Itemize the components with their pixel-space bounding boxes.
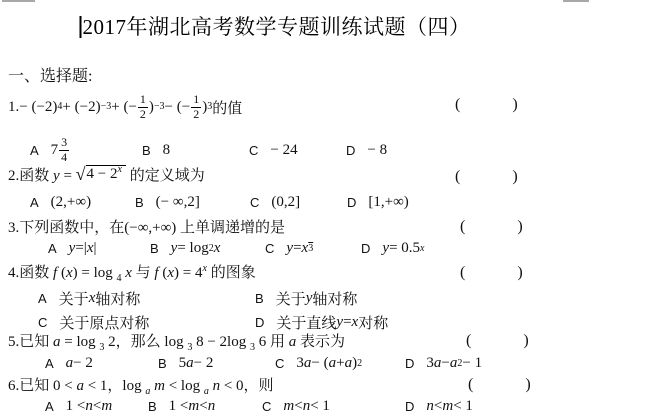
answer-brackets <box>460 264 523 282</box>
option-c <box>275 355 405 372</box>
option-label: C <box>262 399 272 414</box>
bracket-close: ) <box>525 376 531 393</box>
bracket-open: ( <box>468 376 474 393</box>
option-c <box>250 194 347 211</box>
bracket-close: ) <box>517 264 523 281</box>
question-q2 <box>0 164 650 216</box>
bracket-close: ) <box>512 96 518 113</box>
option-row <box>45 355 482 372</box>
option-d <box>361 240 424 257</box>
option-d <box>346 142 387 159</box>
bracket-close: ) <box>517 218 523 235</box>
option-label: D <box>346 142 356 158</box>
option-label: A <box>38 291 47 306</box>
option-c <box>249 142 346 159</box>
bracket-open: ( <box>460 218 466 235</box>
option-a <box>30 194 135 211</box>
option-row <box>30 194 409 211</box>
option-content: 3 a − a 2 − 1 <box>426 355 483 371</box>
option-b <box>158 355 275 372</box>
option-row <box>38 288 388 333</box>
bracket-open: ( <box>466 332 472 349</box>
option-row <box>48 240 424 257</box>
option-label: D <box>405 399 415 414</box>
answer-brackets <box>466 332 529 350</box>
question-stem: 1.− (−2) 4 + (−2) −3 + (− $\frac{1}{2}$ ) −3 − (− $\frac{1}{2}$ ) 3 的值 <box>8 91 243 121</box>
option-content: 1 < n < m <box>65 398 113 414</box>
option-content: − 8 <box>367 141 388 158</box>
option-d <box>405 398 473 415</box>
option-label: C <box>265 241 275 256</box>
answer-brackets <box>455 96 518 114</box>
section-heading: 一、选择题: <box>8 68 93 85</box>
option-a <box>38 288 255 309</box>
bracket-open: ( <box>455 96 461 113</box>
bracket-close: ) <box>523 332 529 349</box>
option-label: C <box>249 142 259 158</box>
option-label: A <box>30 195 39 210</box>
option-label: C <box>38 315 48 330</box>
option-content: 1 < m < n <box>168 398 216 414</box>
option-label: B <box>150 241 159 256</box>
option-content: y = log 2 x <box>170 240 221 256</box>
document-title <box>80 11 471 41</box>
option-label: B <box>142 142 151 158</box>
question-stem: 6.已知 0 < a < 1，log $_a$ m < log $_a$ n < 0，则 <box>8 378 274 397</box>
option-label: B <box>135 195 144 210</box>
option-label: A <box>30 142 39 158</box>
option-row <box>45 398 473 415</box>
option-label: D <box>405 356 415 371</box>
option-content: (0,2] <box>271 194 301 210</box>
option-c <box>262 398 405 415</box>
option-b <box>255 288 388 309</box>
option-content: (2,+∞) <box>50 194 92 210</box>
option-c <box>265 240 361 257</box>
option-content: 7 $\frac{3}{4}$ <box>50 134 68 164</box>
text-cursor <box>80 16 82 38</box>
option-content: 关于 x 轴对称 <box>58 290 141 308</box>
question-stem: 5.已知 a = log $_3$ 2，那么 log $_3$ 8 − 2log $_3$ 6 用 a 表示为 <box>8 334 345 353</box>
question-q5 <box>0 330 650 376</box>
option-row <box>30 132 387 168</box>
option-content: y = x 3 <box>286 240 314 256</box>
option-content: (− ∞,2] <box>155 194 200 210</box>
option-content: y =| x | <box>68 240 97 256</box>
answer-brackets <box>460 218 523 236</box>
question-stem: 4.函数 f (x) = log $_4$ x 与 f $(x) = 4^x$ 的图象 <box>8 263 256 284</box>
question-q6 <box>0 374 650 418</box>
option-a <box>45 355 158 372</box>
option-content: 5 a − 2 <box>178 355 214 371</box>
option-label: B <box>158 356 167 371</box>
option-b <box>150 240 265 257</box>
answer-brackets <box>468 376 531 394</box>
bracket-open: ( <box>460 264 466 281</box>
option-content: a − 2 <box>65 355 93 371</box>
option-b <box>148 398 262 415</box>
option-label: D <box>347 195 357 210</box>
question-stem: 2.函数 y = √ $4 - 2^x$ 的定义域为 <box>8 164 205 184</box>
option-content: [1,+∞) <box>368 194 409 210</box>
option-d <box>405 355 482 372</box>
option-content: 关于 y 轴对称 <box>275 290 358 308</box>
option-content: 8 <box>162 141 171 158</box>
option-label: A <box>45 399 54 414</box>
bracket-close: ) <box>512 168 518 185</box>
document-title-text: 2017年湖北高考数学专题训练试题（四） <box>82 15 471 39</box>
option-content: y = 0.5 x <box>382 240 425 256</box>
page-edge-mark-right <box>563 0 589 2</box>
question-q3 <box>0 216 650 262</box>
option-label: C <box>275 356 285 371</box>
question-q4 <box>0 261 650 331</box>
page-edge-mark-left <box>2 0 35 2</box>
option-label: B <box>255 291 264 306</box>
question-stem: 3.下列函数中，在(−∞,+∞) 上单调递增的是 <box>8 220 286 236</box>
option-a <box>30 136 142 165</box>
option-a <box>45 398 148 415</box>
answer-brackets <box>455 168 518 186</box>
option-content: 3 a − ( a + a ) 2 <box>296 355 363 371</box>
option-content: 关于直线 y = x 对称 <box>276 314 389 332</box>
option-a <box>48 240 150 257</box>
option-label: A <box>45 356 54 371</box>
option-content: 关于原点对称 <box>59 316 150 332</box>
option-label: C <box>250 195 260 210</box>
option-content: m < n < 1 <box>283 398 330 414</box>
option-label: B <box>148 399 157 414</box>
bracket-open: ( <box>455 168 461 185</box>
option-content: n < m < 1 <box>426 398 473 414</box>
option-label: A <box>48 241 57 256</box>
option-d <box>347 194 409 211</box>
option-content: − 24 <box>270 141 298 158</box>
option-label: D <box>255 315 265 330</box>
option-b <box>135 194 250 211</box>
question-q1 <box>0 86 650 166</box>
option-b <box>142 142 249 159</box>
option-label: D <box>361 241 371 256</box>
